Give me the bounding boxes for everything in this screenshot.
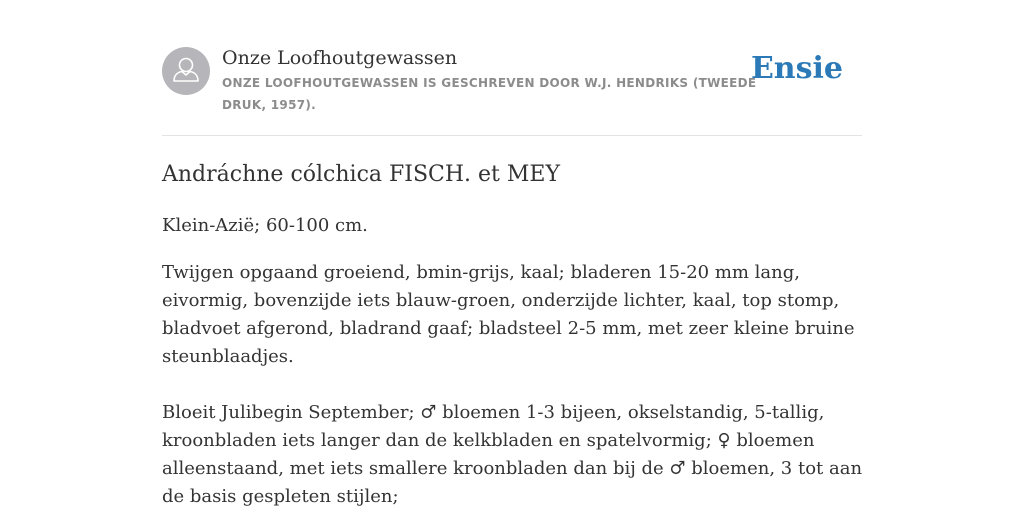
divider	[162, 135, 862, 136]
entry-origin: Klein-Azië; 60-100 cm.	[162, 215, 368, 236]
source-header	[162, 46, 862, 116]
entry-flowering: Bloeit Julibegin September; ♂ bloemen 1-3 bijeen, okselstandig, 5-tallig, kroonbladen iets langer dan de kelkbladen en spatelvormig; ♀ bloemen alleenstaand, met iets smallere kroonbladen dan bij de ♂ bloemen, 3 tot aan de basis gespleten stijlen;	[162, 402, 863, 507]
book-description: ONZE LOOFHOUTGEWASSEN IS GESCHREVEN DOOR W.J. HENDRIKS (TWEEDE DRUK, 1957).	[222, 76, 757, 112]
book-title-link[interactable]: Onze Loofhoutgewassen	[222, 47, 458, 69]
avatar	[162, 47, 210, 95]
entry-content	[162, 212, 867, 511]
entry-title: Andráchne cólchica FISCH. et MEY	[162, 162, 560, 187]
ensie-logo[interactable]: Ensie	[750, 51, 843, 86]
user-icon	[162, 47, 210, 95]
entry-description: Twijgen opgaand groeiend, bmin-grijs, kaal; bladeren 15-20 mm lang, eivormig, bovenzijde iets blauw-groen, onderzijde lichter, kaal, top stomp, bladvoet afgerond, bladrand gaaf; bladsteel 2-5 mm, met zeer kleine bruine steunblaadjes.	[162, 262, 855, 367]
